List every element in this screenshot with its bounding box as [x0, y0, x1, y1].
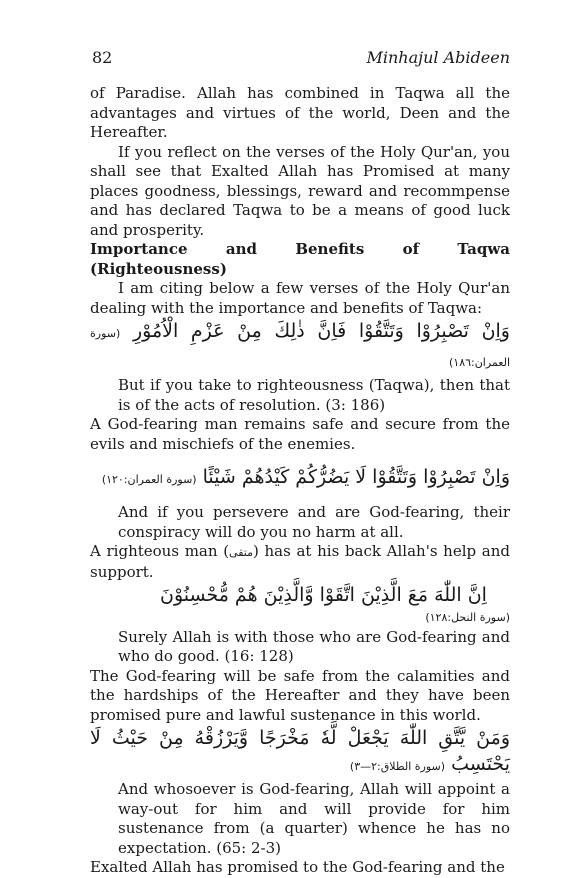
translation: But if you take to righteousness (Taqwa), then that is of the acts of resolution. (3: 186) — [118, 376, 510, 414]
verse-reference: (سورة العمران:١٨٦) — [90, 327, 510, 369]
paragraph: A God-fearing man remains safe and secure from the evils and mischiefs of the enemies. — [90, 415, 510, 453]
paragraph: If you reflect on the verses of the Holy Qur'an, you shall see that Exalted Allah has Promised at many places goodness, blessings, reward and recommpense and has declared Taqwa to be a means of good luck and prosperity. — [90, 142, 510, 239]
arabic-verse — [90, 318, 510, 376]
verse-reference: (سورة النحل:١٢٨) — [425, 611, 510, 624]
arabic-verse — [90, 725, 510, 780]
translation: And whosoever is God-fearing, Allah will appoint a way-out for him and will provide for him sustenance from (a quarter) whence he has no expectation. (65: 2-3) — [118, 780, 510, 857]
running-head: Minhajul Abideen — [366, 48, 510, 67]
translation: Surely Allah is with those who are God-fearing and who do good. (16: 128) — [118, 627, 510, 665]
paragraph: The God-fearing will be safe from the calamities and the hardships of the Hereafter and they have been promised pure and lawful sustenance in this world. — [90, 666, 510, 724]
translation: And if you persevere and are God-fearing, their conspiracy will do you no harm at all. — [118, 503, 510, 541]
arabic-verse — [90, 464, 510, 493]
page-header — [92, 48, 510, 70]
arabic-verse-text: اِنَّ اللّٰهَ مَعَ الَّذِيْنَ اتَّقَوْا وَّالَّذِيْنَ هُمْ مُّحْسِنُوْنَ — [160, 584, 487, 606]
paragraph: of Paradise. Allah has combined in Taqwa all the advantages and virtues of the world, Deen and the Hereafter. — [90, 84, 510, 141]
paragraph — [90, 542, 510, 582]
page-body — [90, 84, 510, 878]
page-number: 82 — [92, 48, 113, 67]
paragraph: Exalted Allah has promised to the God-fearing and the — [90, 858, 505, 876]
arabic-verse-text: وَاِنْ تَصْبِرُوْا وَتَتَّقُوْا لَا يَضُرُّكُمْ كَيْدُهُمْ شَيْئًا — [202, 466, 510, 488]
verse-reference: (سورة العمران:١٢٠) — [101, 473, 197, 486]
verse-reference: (سورة الطلاق:٢—٣) — [349, 760, 446, 773]
arabic-verse — [90, 582, 510, 608]
section-heading: Importance and Benefits of Taqwa (Righteousness) — [90, 240, 510, 278]
arabic-verse-text: وَمَنْ يَّتَّقِ اللّٰهَ يَجْعَلْ لَّهٗ مَخْرَجًا وَّيَرْزُقْهُ مِنْ حَيْثُ لَا يَحْتَسِبُ — [90, 727, 510, 775]
paragraph-text: A righteous man ( — [90, 542, 230, 560]
arabic-verse-text: وَاِنْ تَصْبِرُوْا وَتَتَّقُوْا فَاِنَّ ذٰلِكَ مِنْ عَزْمِ الْاُمُوْرِ — [132, 320, 510, 342]
paragraph: I am citing below a few verses of the Holy Qur'an dealing with the importance and benefits of Taqwa: — [90, 279, 510, 317]
paragraph-text: ) has at his back Allah's help and support. — [90, 542, 510, 581]
arabic-term: متقى — [229, 546, 253, 559]
